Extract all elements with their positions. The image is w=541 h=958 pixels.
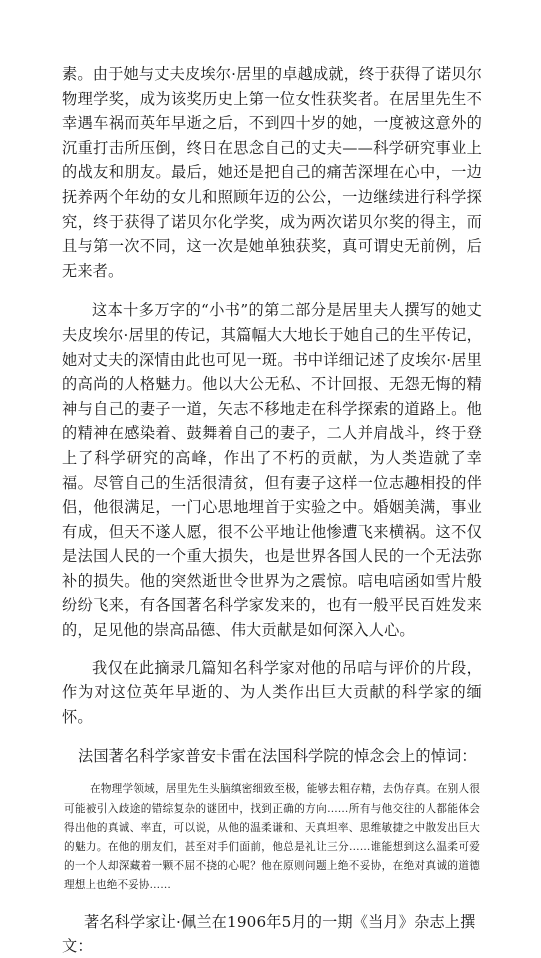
quote-heading: 法国著名科学家普安卡雷在法国科学院的悼念会上的悼词： xyxy=(78,747,477,766)
paragraph-perrin-intro: 著名科学家让·佩兰在1906年5月的一期《当月》杂志上撰文： xyxy=(62,912,476,955)
document-page xyxy=(62,62,482,958)
paragraph-excerpt-intro: 我仅在此摘录几篇知名科学家对他的吊唁与评价的片段，作为对这位英年早逝的、为人类作出巨大贡献的科学家的缅怀。 xyxy=(62,658,482,726)
paragraph-curie-nobel: 素。由于她与丈夫皮埃尔·居里的卓越成就，终于获得了诺贝尔物理学奖，成为该奖历史上第一位女性获奖者。在居里先生不幸遇车祸而英年早逝之后，不到四十岁的她，一度被这意外的沉重打击所压倒，终日在思念自己的丈夫——科学研究事业上的战友和朋友。最后，她还是把自己的痛苦深埋在心中，一边抚养两个年幼的女儿和照顾年迈的公公，一边继续进行科学探究，终于获得了诺贝尔化学奖，成为两次诺贝尔奖的得主，而且与第一次不同，这一次是她单独获奖，真可谓史无前例，后无来者。 xyxy=(62,65,482,280)
paragraph-pierre-biography: 这本十多万字的“小书”的第二部分是居里夫人撰写的她丈夫皮埃尔·居里的传记，其篇幅大大地长于她自己的生平传记，她对丈夫的深情由此也可见一斑。书中详细记述了皮埃尔·居里的高尚的人格魅力。他以大公无私、不计回报、无怨无悔的精神与自己的妻子一道，矢志不移地走在科学探索的道路上。他的精神在感染着、鼓舞着自己的妻子，二人并肩战斗，终于登上了科学研究的高峰，作出了不朽的贡献，为人类造就了幸福。尽管自己的生活很清贫，但有妻子这样一位志趣相投的伴侣，他很满足，一门心思地埋首于实验之中。婚姻美满，事业有成，但天不遂人愿，很不公平地让他惨遭飞来横祸。这不仅是法国人民的一个重大损失，也是世界各国人民的一个无法弥补的损失。他的突然逝世令世界为之震惊。唁电唁函如雪片般纷纷飞来，有各国著名科学家发来的，也有一般平民百姓发来的，足见他的崇高品德、伟大贡献是如何深入人心。 xyxy=(62,301,482,640)
quote-poincare: 在物理学领域，居里先生头脑缜密细致至极，能够去粗存精，去伪存真。在别人很可能被引入歧途的错综复杂的谜团中，找到正确的方向……所有与他交往的人都能体会得出他的真诚、率直，可以说，从他的温柔谦和、天真坦率、思维敏捷之中散发出巨大的魅力。在他的朋友们，甚至对手们面前，他总是礼让三分……谁能想到这么温柔可爱的一个人却深藏着一颗不屈不挠的心呢？他在原则问题上绝不妥协，在绝对真诚的道德理想上也绝不妥协…… xyxy=(64,783,480,892)
